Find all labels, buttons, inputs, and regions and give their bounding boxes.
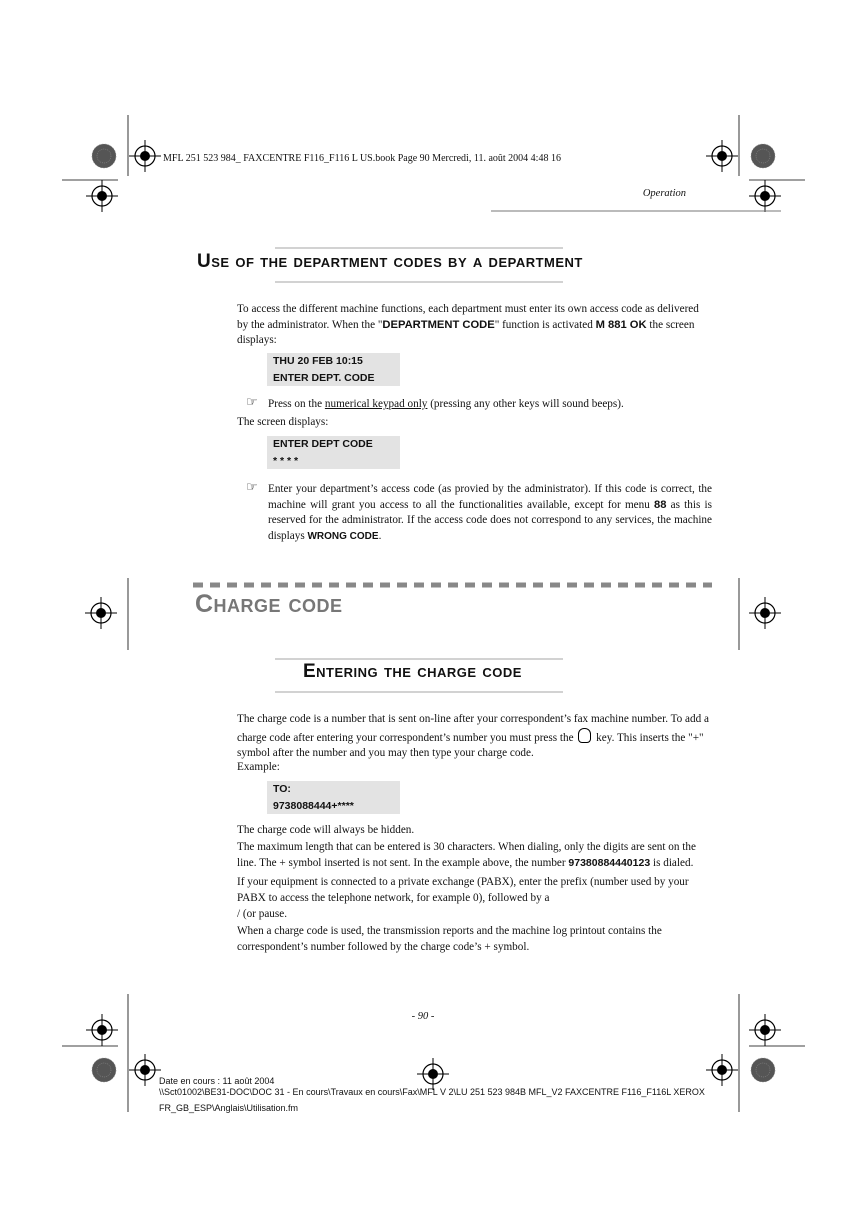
section2-p1 [237, 712, 711, 762]
lcd2-line1: ENTER DEPT CODE [273, 438, 373, 450]
section2-p5: When a charge code is used, the transmission reports and the machine log printout contains the correspondent’s number followed by the charge code’s + symbol. [237, 925, 662, 953]
bullet1-underlined: numerical keypad only [324, 398, 428, 410]
menu-88: 88 [654, 498, 667, 511]
section2-p4b: / (or pause. [237, 908, 288, 920]
section1-title: Use of the department codes by a department [197, 251, 583, 272]
p3-text-c: is dialed. [650, 856, 694, 869]
bullet1-text-a: Press on the [268, 398, 325, 410]
lcd2-line2: * * * * [273, 455, 299, 467]
chapter-title: Charge code [195, 590, 343, 618]
bullet1 [268, 397, 712, 413]
lcd3-line2: 9738088444+**** [273, 800, 354, 812]
page-number: - 90 - [411, 1011, 435, 1022]
example-label: Example: [237, 761, 280, 773]
bullet1-text-c: (pressing any other keys will sound beeps). [427, 398, 624, 410]
lcd-display-2 [267, 436, 400, 469]
key-icon [578, 728, 591, 743]
footer-path-2: FR_GB_ESP\Anglais\Utilisation.fm [159, 1103, 299, 1113]
department-code-label: DEPARTMENT CODE [382, 318, 495, 331]
menu-code: M 881 OK [595, 318, 647, 331]
lcd1-line1: THU 20 FEB 10:15 [273, 355, 363, 367]
intro-text-a: To access the different machine functions, each department must enter its own access code as delivered by the administrator. When the " [237, 303, 699, 331]
intro-text-c: " function is activated [494, 318, 596, 331]
section2-p4: If your equipment is connected to a private exchange (PABX), enter the prefix (number used by your PABX to access the telephone network, for example 0), followed by a [237, 876, 689, 904]
screen-displays-text: The screen displays: [237, 416, 329, 428]
pointing-hand-icon: ☞ [246, 480, 258, 495]
dialed-number: 97380884440123 [568, 856, 651, 869]
p1-text-a: The charge code is a number that is sent on-line after your correspondent’s fax machine number. To add a charge code after entering your correspondent’s number you must press the [237, 713, 709, 744]
p1-text-b: key. This inserts the "+" symbol after the number and you may then type your charge code. [237, 731, 704, 759]
p3-text-a: The maximum length that can be entered is 30 characters. When dialing, only the digits are sent on the line. The + symbol inserted is not sent. In the example above, the number [237, 841, 696, 869]
footer-path-1: \\Sct01002\BE31-DOC\DOC 31 - En cours\Travaux en cours\Fax\MFL V 2\LU 251 523 984B MFL_V2 FAXCENTRE F116_F116L XEROX [159, 1087, 705, 1097]
lcd-display-3 [267, 781, 400, 814]
lcd-display-1 [267, 353, 400, 386]
section2-p2: The charge code will always be hidden. [237, 824, 415, 836]
bullet2 [268, 482, 712, 544]
footer-date: Date en cours : 11 août 2004 [159, 1076, 275, 1086]
section2-title: Entering the charge code [303, 661, 522, 682]
bullet2-text-c: as this is reserved for the administrator. If the access code does not correspond to any services, the machine displays [268, 498, 713, 542]
bullet2-text-e: . [378, 529, 382, 542]
wrong-code-label: WRONG CODE [307, 530, 379, 542]
intro-text-e: the screen displays: [237, 318, 695, 346]
pointing-hand-icon: ☞ [246, 395, 258, 410]
section1-intro [237, 302, 711, 349]
lcd1-line2: ENTER DEPT. CODE [273, 372, 375, 384]
book-info-line: MFL 251 523 984_ FAXCENTRE F116_F116 L US.book Page 90 Mercredi, 11. août 2004 4:48 16 [163, 153, 561, 164]
lcd3-line1: TO: [273, 783, 291, 795]
bullet2-text-a: Enter your department’s access code (as provied by the administrator). If this code is correct, the machine will grant you access to all the functionalities available, except for menu [268, 483, 712, 511]
section2-p3 [237, 840, 711, 871]
section-label: Operation [642, 188, 686, 199]
